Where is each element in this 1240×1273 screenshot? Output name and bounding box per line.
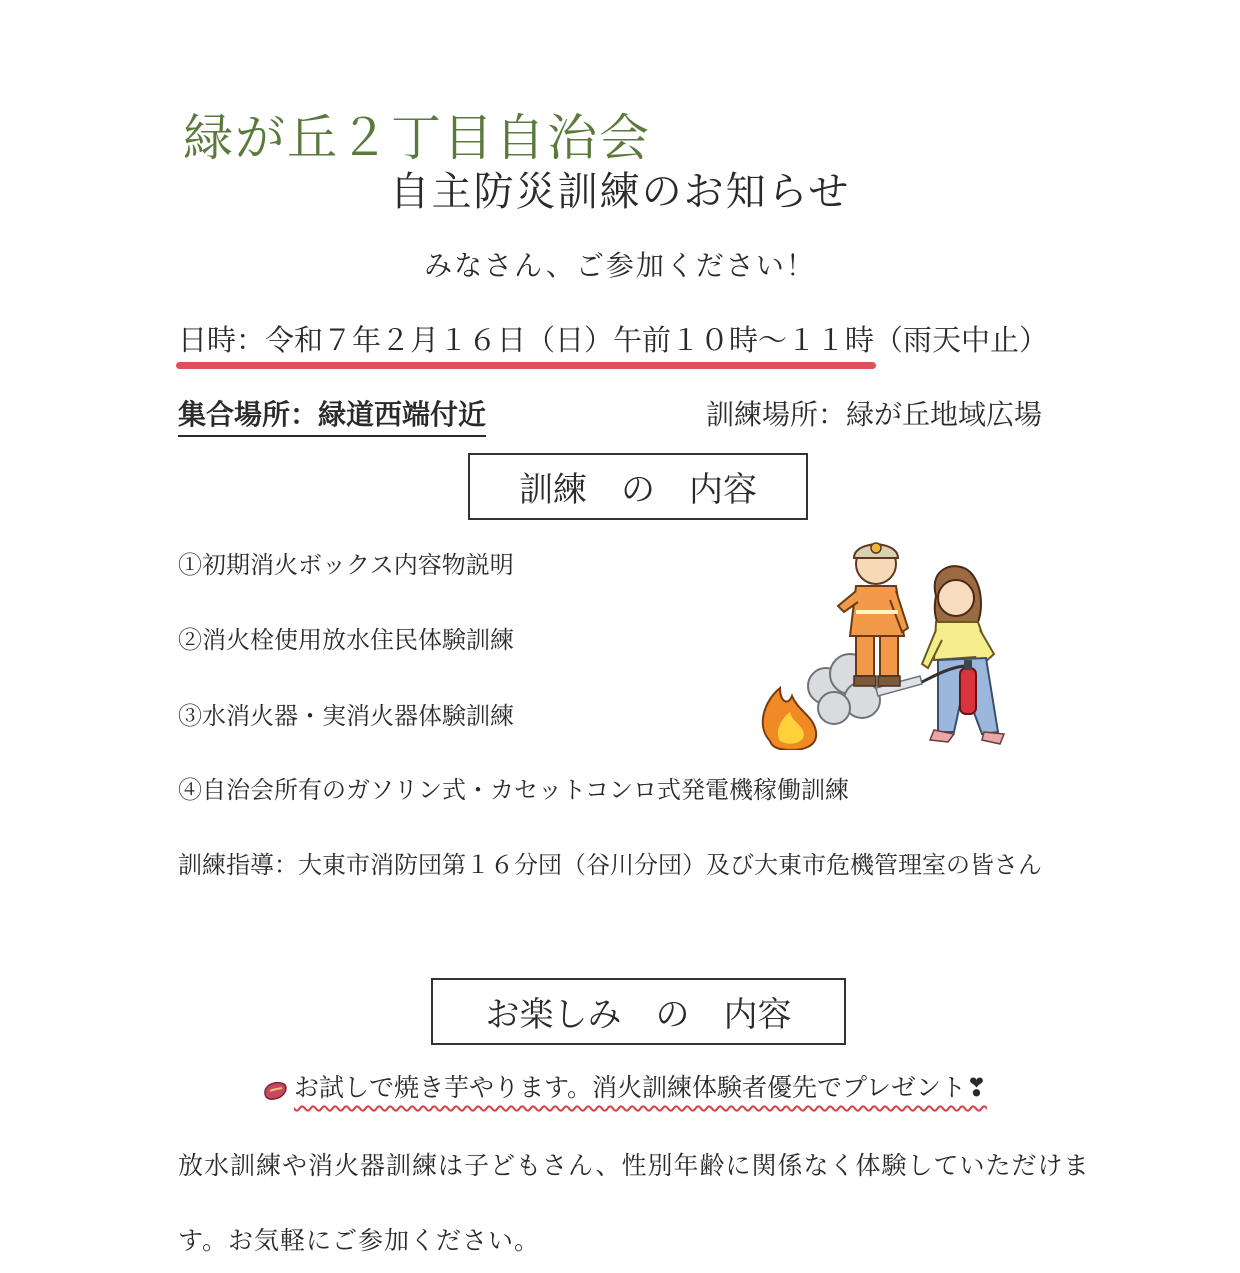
datetime-line xyxy=(178,318,1048,359)
datetime-note: （雨天中止） xyxy=(874,323,1049,357)
training-instructor: 訓練指導：大東市消防団第１６分団（谷川分団）及び大東市危機管理室の皆さん xyxy=(178,851,1042,879)
org-name: 緑が丘２丁目自治会 xyxy=(183,109,651,167)
body-text-line-2: す。お気軽にご参加ください。 xyxy=(178,1226,541,1255)
training-item-4: ④自治会所有のガソリン式・カセットコンロ式発電機稼働訓練 xyxy=(178,776,850,804)
assembly-place: 集合場所：緑道西端付近 xyxy=(178,393,486,437)
firefighter-and-extinguisher-illustration xyxy=(758,536,1018,750)
document-title: 自主防災訓練のお知らせ xyxy=(389,169,851,215)
fun-announcement-text: お試しで焼き芋やります。消火訓練体験者優先でプレゼント❣ xyxy=(294,1073,987,1102)
training-item-3: ③水消火器・実消火器体験訓練 xyxy=(178,702,514,730)
fun-announcement xyxy=(262,1068,987,1104)
sweet-potato-icon xyxy=(262,1079,288,1101)
training-heading-box: 訓練 の 内容 xyxy=(468,453,808,520)
datetime-main: 日時：令和７年２月１６日（日）午前１０時～１１時 xyxy=(178,318,874,359)
fun-heading-box: お楽しみ の 内容 xyxy=(431,978,846,1045)
training-venue: 訓練場所：緑が丘地域広場 xyxy=(706,398,1043,431)
invite-text: みなさん、ご参加ください！ xyxy=(424,249,816,282)
body-text-line-1: 放水訓練や消火器訓練は子どもさん、性別年齢に関係なく体験していただけま xyxy=(178,1151,1090,1180)
training-item-1: ①初期消火ボックス内容物説明 xyxy=(178,551,514,579)
training-item-2: ②消火栓使用放水住民体験訓練 xyxy=(178,626,514,654)
